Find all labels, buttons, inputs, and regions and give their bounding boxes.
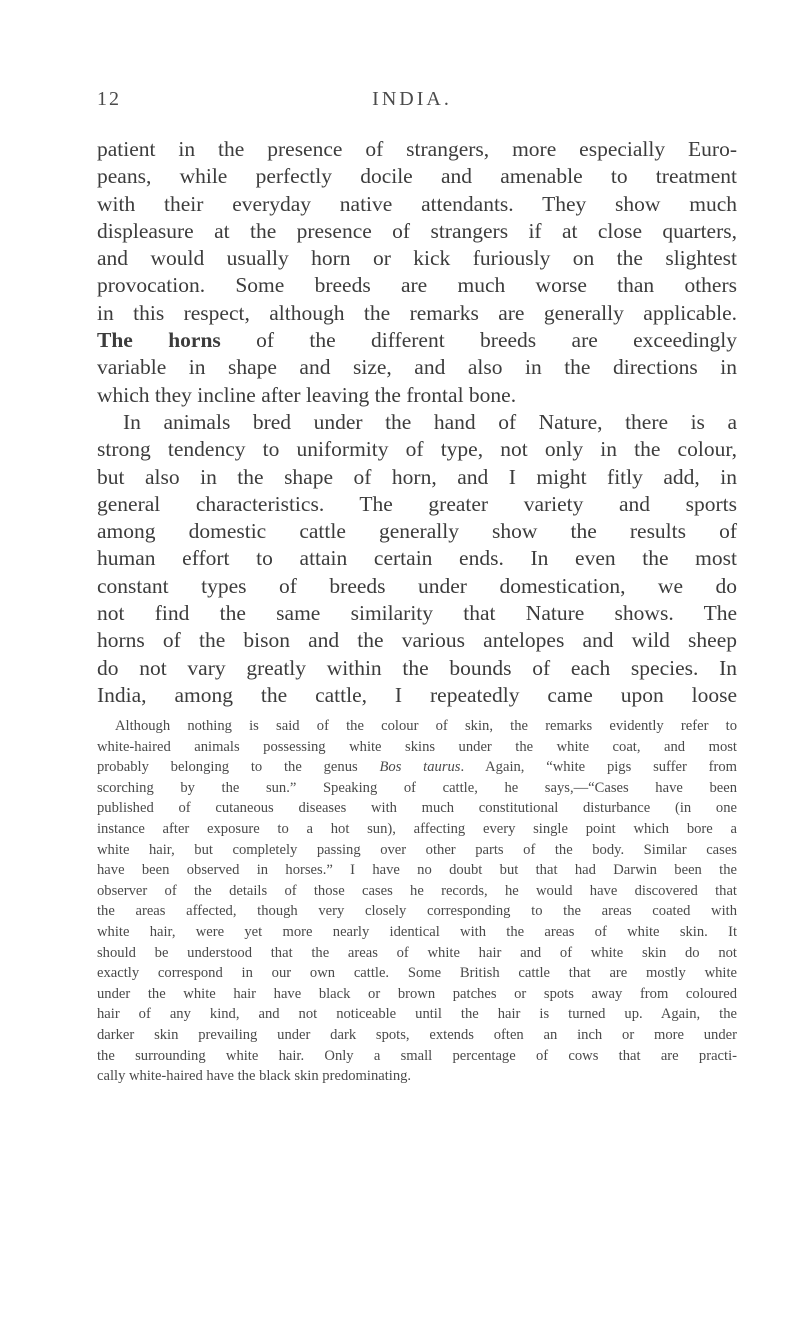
text-line: of the different breeds are exceedingly xyxy=(256,328,737,353)
note-line: should be understood that the areas of white hair and of white skin do not xyxy=(97,944,737,961)
note-line: have been observed in horses.” I have no doubt but that had Darwin been the xyxy=(97,862,737,879)
note-line: darker skin prevailing under dark spots, extends often an inch or more under xyxy=(97,1026,737,1043)
note-line: observer of the details of those cases he records, he would have discovered that xyxy=(97,882,737,899)
text-line: variable in shape and size, and also in the directions in xyxy=(97,355,737,380)
text-line: peans, while perfectly docile and amenable to treatment xyxy=(97,164,737,189)
note-line: hair of any kind, and not noticeable until the hair is turned up. Again, the xyxy=(97,1006,737,1023)
note-line: under the white hair have black or brown patches or spots away from coloured xyxy=(97,985,737,1002)
text-line: with their everyday native attendants. They show much xyxy=(97,191,737,216)
running-title: INDIA. xyxy=(372,88,452,110)
text-line: but also in the shape of horn, and I might fitly add, in xyxy=(97,464,737,489)
text-line: general characteristics. The greater variety and sports xyxy=(97,491,737,516)
text-line: do not vary greatly within the bounds of each species. In xyxy=(97,655,737,680)
text-line: In animals bred under the hand of Nature, there is a xyxy=(123,409,737,434)
note-line: Although nothing is said of the colour of skin, the remarks evidently refer to xyxy=(115,718,737,734)
small-print-note xyxy=(97,716,737,1087)
genus-name: Bos taurus xyxy=(379,759,461,776)
note-line: published of cutaneous diseases with much constitutional disturbance (in one xyxy=(97,800,737,817)
text-line: and would usually horn or kick furiously on the slightest xyxy=(97,246,737,271)
text-line: not find the same similarity that Nature shows. The xyxy=(97,601,737,626)
note-line: cally white-haired have the black skin predominating. xyxy=(97,1068,412,1085)
note-line-with-genus xyxy=(97,757,737,778)
note-line: white hair, were yet more nearly identical with the areas of white skin. It xyxy=(97,923,737,940)
note-line: the surrounding white hair. Only a small percentage of cows that are practi- xyxy=(97,1047,737,1064)
text-line: in this respect, although the remarks are generally applicable. xyxy=(97,300,737,325)
note-fragment: probably belonging to the genus xyxy=(97,759,358,776)
note-line: instance after exposure to a hot sun), affecting every single point which bore a xyxy=(97,820,737,837)
page-number: 12 xyxy=(97,88,121,110)
text-line: constant types of breeds under domestication, we do xyxy=(97,573,737,598)
text-line: India, among the cattle, I repeatedly came upon loose xyxy=(97,682,737,707)
note-fragment: . Again, “white pigs suffer from xyxy=(460,759,738,776)
text-line: human effort to attain certain ends. In even the most xyxy=(97,546,737,571)
note-line: exactly correspond in our own cattle. Some British cattle that are mostly white xyxy=(97,965,737,982)
note-line: the areas affected, though very closely corresponding to the areas coated with xyxy=(97,903,737,920)
bold-lead: The horns xyxy=(97,328,221,353)
note-line: white hair, but completely passing over other parts of the body. Similar cases xyxy=(97,841,737,858)
running-head xyxy=(97,88,727,118)
note-line: scorching by the sun.” Speaking of cattle, he says,—“Cases have been xyxy=(97,779,737,796)
text-line: which they incline after leaving the frontal bone. xyxy=(97,382,517,407)
text-line: provocation. Some breeds are much worse than others xyxy=(97,273,737,298)
text-line: among domestic cattle generally show the results of xyxy=(97,519,737,544)
text-line: patient in the presence of strangers, more especially Euro- xyxy=(97,137,737,161)
text-line: horns of the bison and the various antelopes and wild sheep xyxy=(97,628,737,653)
main-text xyxy=(97,136,737,709)
text-line-with-lead xyxy=(97,327,737,354)
text-line: strong tendency to uniformity of type, not only in the colour, xyxy=(97,437,737,462)
note-line: white-haired animals possessing white skins under the white coat, and most xyxy=(97,738,737,755)
text-line: displeasure at the presence of strangers if at close quarters, xyxy=(97,218,737,243)
